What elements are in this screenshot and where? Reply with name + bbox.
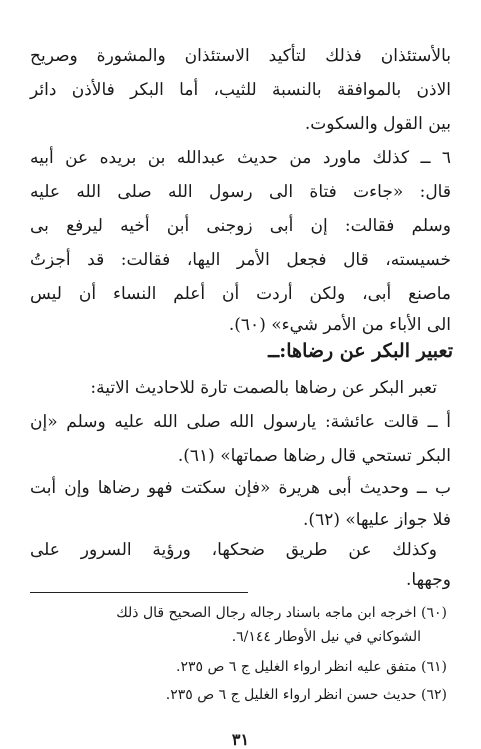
paragraph-line: بين القول والسكوت. bbox=[304, 114, 451, 134]
section-line: وكذلك عن طريق ضحكها، ورؤية السرور على bbox=[30, 540, 437, 560]
paragraph-line: الاذن بالموافقة بالنسبة للثيب، أما البكر فالأذن دائر bbox=[30, 80, 451, 100]
item-6-line: قال: «جاءت فتاة الى رسول الله صلى الله عليه bbox=[30, 182, 451, 202]
footnote-divider bbox=[30, 592, 248, 593]
footnote-60-continued: الشوكاني في نيل الأوطار ٦/١٤٤. bbox=[231, 629, 421, 645]
item-6-line: خسيسته، قال فجعل الأمر اليها، فقالت: قد أجزتُ bbox=[30, 250, 451, 270]
section-line: البكر تستحي قال رضاها صماتها» (٦١). bbox=[177, 446, 451, 466]
section-line: تعبر البكر عن رضاها بالصمت تارة للاحاديث الاتية: bbox=[90, 378, 437, 398]
page-number: ٣١ bbox=[231, 730, 250, 749]
paragraph-line: بالأستئذان فذلك لتأكيد الاستئذان والمشورة وصريح bbox=[30, 46, 451, 66]
section-line: وجهها. bbox=[406, 570, 451, 590]
section-line: أ ــ قالت عائشة: يارسول الله صلى الله عليه وسلم «إن bbox=[30, 412, 451, 432]
section-line: فلا جواز عليها» (٦٢). bbox=[303, 510, 451, 530]
footnote-62: (٦٢) حديث حسن انظر ارواء الغليل ج ٦ ص ٢٣٥. bbox=[165, 687, 447, 703]
footnote-61: (٦١) متفق عليه انظر ارواء الغليل ج ٦ ص ٢٣٥. bbox=[176, 659, 447, 675]
item-6-line: وسلم فقالت: إن أبى زوجنى أبن أخيه ليرفع بى bbox=[30, 216, 451, 236]
footnote-60: (٦٠) اخرجه ابن ماجه باسناد رجاله رجال الصحيح قال ذلك bbox=[116, 605, 447, 621]
section-heading: تعبير البكر عن رضاها:ــ bbox=[268, 340, 453, 362]
item-6-line: ماصنع أبى، ولكن أردت أن أعلم النساء أن ليس bbox=[30, 284, 451, 304]
item-6-line: ٦ ــ كذلك ماورد من حديث عبدالله بن بريده عن أبيه bbox=[30, 148, 451, 168]
section-line: ب ــ وحديث أبى هريرة «فإن سكتت فهو رضاها وإن أبت bbox=[30, 478, 451, 498]
item-6-line: الى الأباء من الأمر شيء» (٦٠). bbox=[228, 315, 451, 335]
